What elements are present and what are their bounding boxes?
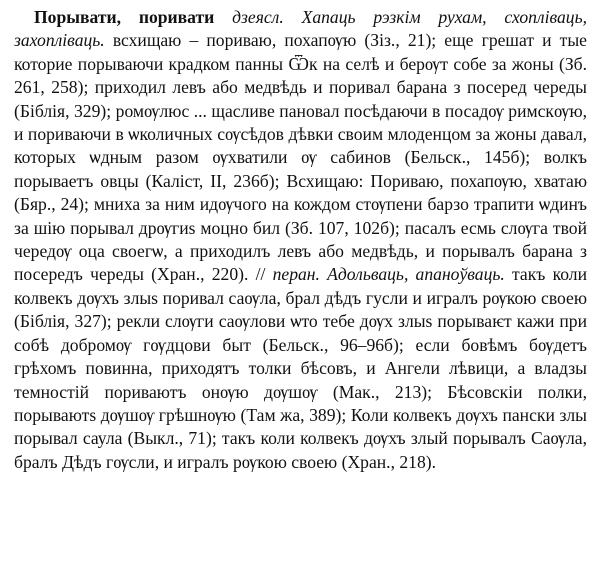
- headword: Порывати, поривати: [34, 7, 215, 27]
- citations-primary: всхищаю – пориваю, похапѹю (Зіз., 21); еще грешат и тые которие порываючи крадком панны Ѿк на селѣ и берѹт собе за жоны (Зб. 261, 258); приходил левъ або медвѣдь и поривал барана з посеред череды (Біблія, 329); ромѹлюс ... щасливе пановал посѣдаючи в посадѹ римскѹю, и пориваючи в ѡколичных сѹсѣдов дѣвки своим млоденцом за жоны давал, которых ѡдным разом ѹхватили ѹ сабинов (Бельск., 145б); волкъ порываетъ овцы (Каліст, II, 236б); Всхищаю: Пориваю, похапѹю, хватаю (Бяр., 24); мниха за ним идѹчого на кождом стѹпени барзо трапити ѡдинъ за шію порывал дрѹгиѕ моцно бил (Зб. 107, 102б); пасалъ есмь слѹга твой чередѹ оца своегѡ, а приходилъ левъ або медвѣдь, и порывалъ барана з посередъ череды (Хран., 220). //: [14, 30, 587, 285]
- figurative-definition: Адольваць, апаноўваць.: [327, 264, 505, 285]
- grammar-label: дзеясл.: [232, 7, 284, 27]
- figurative-label: перан.: [272, 264, 320, 285]
- definition: Хапаць рэзкім рухам, схопліваць, захопліваць.: [14, 7, 587, 51]
- citations-figurative: такъ коли колвекъ дѹхъ злыѕ поривал саѹла, брал дѣдъ гусли и игралъ рѹкою своею (Біблія, 327); рекли слѹги саѹлови ѡто тебе дѹх злыѕ порываѥт кажи при собѣ добромѹ гѹдцови быт (Бельск., 96–96б); если бовѣмъ бѹдетъ грѣхомъ повинна, приходятъ толки бѣсовъ, и Ангели лѣвици, а владзы темностій пориваютъ онѹю дѹшѹ (Мак., 213); Бѣсовскіи полки, порываютѕ дѹшѹ грѣшнѹю (Там жа, 389); Коли колвекъ дѹхъ пански злы порывал саула (Выкл., 71); такъ коли колвекъ дѹхъ злый порывалъ Саѹла, бралъ Дѣдъ гѹсли, и игралъ рѹкою своею (Хран., 218).: [14, 264, 587, 472]
